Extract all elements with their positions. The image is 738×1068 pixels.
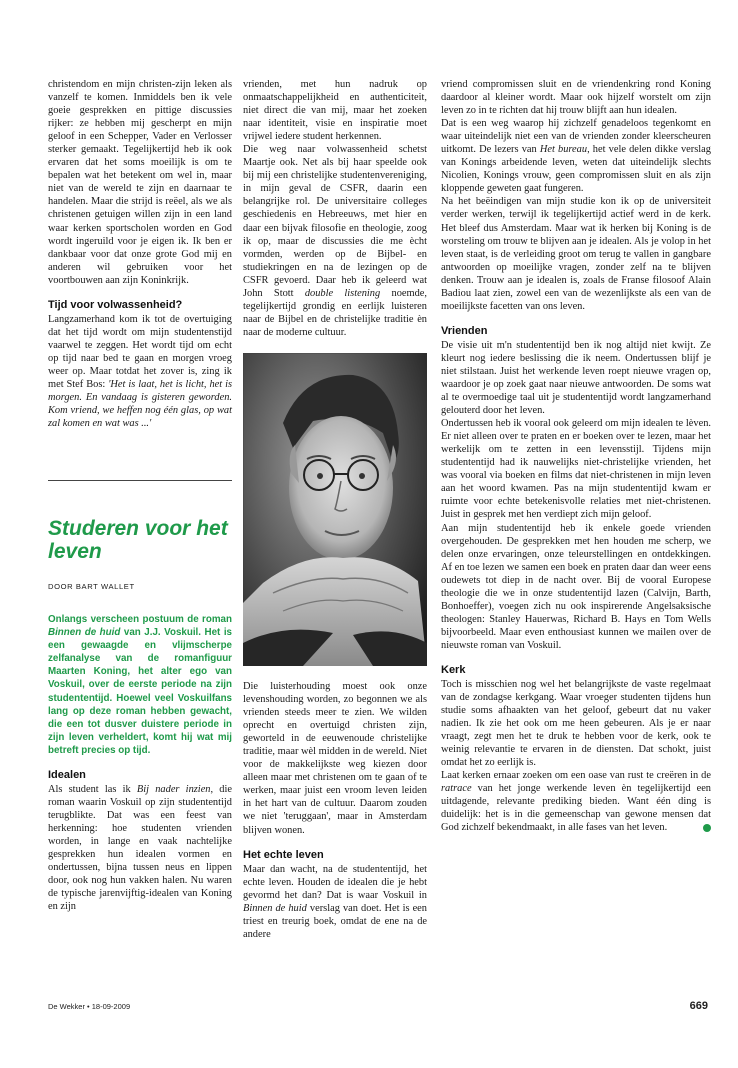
article-title: Studeren voor het leven	[48, 517, 228, 564]
intro-paragraph	[48, 613, 232, 757]
author-photo	[243, 353, 427, 666]
text: Dat is een weg waarop hij zichzelf genadeloos tegenkomt en waar uiteindelijk niet een van de vrienden zonder kleerscheuren uitkomt. De lezers van	[441, 118, 711, 156]
paragraph: Die luisterhouding moest ook onze levenshouding worden, zo begonnen we als vrienden steeds meer te zien. We wilden oprecht en overtuigd christen zijn, geworteld in de eeuwenoude christelijke traditie, maar wèl midden in de wereld. Niet voor de makkelijkste weg kiezen door alleen maar met christenen om te gaan of te werken, maar juist een vroom leven leiden in het hart van de cultuur. Daarom zouden we niet 'teruggaan', maar in Amsterdam blijven wonen.	[243, 680, 427, 836]
end-mark-icon	[703, 824, 711, 832]
paragraph	[243, 143, 427, 339]
column-2	[243, 78, 427, 941]
text: van het jonge werkende leven èn tegelijkertijd een uitdagende, relevante prediking bieden. Want één ding is duidelijk: het is in die gemeenschap van gewone mensen dat God zichzelf bekendmaakt, in alle fases van het leven.	[441, 783, 711, 834]
paragraph: Ondertussen heb ik vooral ook geleerd om mijn idealen te lèven. Er niet alleen over te praten en er boeken over te lezen, maar het werkelijk om te zetten in een levensstijl. Tijdens mijn studententijd had ik nauwelijks niet-christelijke vrienden, het was vooral via boeken en films dat niet-christenen in mijn leven aan het woord kwamen. Pas na mijn studententijd kwam er ruimte voor echte betekenisvolle relaties met niet-christenen. Juist in gesprek met hen verdiept zich mijn geloof.	[441, 418, 711, 521]
subheading-echte-leven: Het echte leven	[243, 848, 324, 861]
text: Die weg naar volwassenheid schetst Maartje ook. Net als bij haar speelde ook bij mij een christelijke studentenvereniging, in mijn geval de CSFR, daarin een belangrijke rol. De universitaire colleges geschiedenis en Hebreeuws, met hier en daar een bijvak filosofie en theologie, zoog ik op, maar de discussies die me ècht vormden, werden op de Bijbel- en studiekringen en na de lezingen op de CSFR gevoerd. Daar heb ik geleerd wat John Stott	[243, 144, 427, 299]
column-1	[48, 78, 232, 913]
paragraph	[243, 863, 427, 941]
subheading-kerk: Kerk	[441, 663, 466, 676]
paragraph: Aan mijn studententijd heb ik enkele goede vrienden overgehouden. De gesprekken met hen houden me scherp, we delen onze ervaringen, onze teleurstellingen en ontdekkingen. Af en toe lezen we samen een boek en praten daar dan weer eens oudewets tot diep in de nacht over. Bij de vooral Europese theologie die we in onze studententijd lazen (Calvijn, Barth, Bonhoeffer), voegen zich nu ook inspirerende Angelsaksische theologen: Stanley Hauerwas, Richard B. Hays en Tom Wells bijvoorbeeld. Maar even enthousiast kunnen we mailen over de nieuwste roman van Voskuil.	[441, 522, 711, 651]
term: ratrace	[441, 783, 472, 795]
text: , die roman waarin Voskuil op zijn studententijd terugblikte. Dat was een feest van herkenning: hoe studenten vrienden worden, in lange en vaak nachtelijke gesprekken hun idealen vormen en ondertussen, bijna tussen neus en lippen door, ook nog hun vakken halen. Nu waren de typische jarenvijftig-idealen van Koning en zijn	[48, 783, 232, 913]
paragraph: vriend compromissen sluit en de vriendenkring rond Koning daardoor al kleiner wordt. Maar ook hijzelf worstelt om zijn leven zo in te richten dat hij trouw blijft aan hun idealen.	[441, 79, 711, 117]
book-title: Binnen de huid	[48, 627, 121, 639]
text: Als student las ik	[48, 783, 137, 795]
paragraph	[441, 117, 711, 195]
text: van J.J. Voskuil. Het is een gewaagde en vlijmscherpe zelfanalyse van de romanfiguur Maarten Koning, het alter ego van Voskuil, over de eerste periode na zijn studententijd. Hoewel veel Voskuilfans lang op deze roman hebben gewacht, die een tot dusver duistere periode in zijn leven verheldert, komt hij wat mij betreft precies op tijd.	[48, 627, 232, 756]
text: noemde, tegelijkertijd grondig en eerlijk luisteren naar de Bijbel en de christelijke traditie èn naar de moderne cultuur.	[243, 287, 427, 338]
term: double listening	[304, 287, 381, 299]
paragraph: De visie uit m'n studententijd ben ik nog altijd niet kwijt. Ze kleurt nog iedere beslissing die ik neem. Ondertussen blijf je niet stilstaan. Juist het werkende leven roept nieuwe vragen op, waardoor je op zoek gaat naar nieuwe antwoorden. De soms wat al te overmoedige taal uit je studententijd wordt langzamerhand gelouterd door het leven.	[441, 339, 711, 417]
subheading-tijd: Tijd voor volwassenheid?	[48, 298, 183, 311]
footer-publication: De Wekker • 18-09-2009	[48, 1002, 131, 1011]
quote-stef-bos: 'Het is laat, het is licht, het is morgen. En vandaag is gisteren geworden. Kom vriend, we heffen nog één glas, op wat zal komen en wat was ...'	[48, 378, 233, 430]
paragraph: christendom en mijn christen-zijn leken als vanzelf te komen. Inmiddels ben ik vele goeie gesprekken en pittige discussies rijker: ze hebben mij gescherpt en mijn geloof in een Schepper, Vader en Verlosser sterker gemaakt. Tegelijkertijd heb ik ook ervaren dat het soms moeilijk is om te bepalen wat het betekent om wel in, maar niet van de wereld te zijn en daarnaar te handelen. Maar die strijd is reëel, als we als christenen getuigen willen zijn in een land waar kerken sportscholen worden en God wordt ingeruild voor je eigen ik. Ik ben er dankbaar voor dat onze grote God mij en anderen wil gebruiken voor het voortbouwen aan zijn Koninkrijk.	[48, 79, 232, 286]
book-title: Het bureau	[539, 144, 588, 156]
book-title: Binnen de huid	[243, 902, 307, 914]
paragraph: Toch is misschien nog wel het belangrijkste de vaste regelmaat van de zondagse kerkgang. Waar vroeger studenten tijdens hun studie soms afhaakten van het geloof, gebeurt dat nu vaker nadien. Ik zie het ook om me heen gebeuren. Als je er naar vraagt, zegt men het te druk te hebben voor de kerk, ook te weinig relevantie te ervaren in de diensten. Dat schokt, juist omdat het zo eerlijk is.	[441, 678, 711, 769]
column-3	[441, 78, 711, 835]
paragraph	[48, 313, 232, 430]
text: Onlangs verscheen postuum de roman	[48, 614, 232, 626]
book-title: Bij nader inzien	[136, 783, 211, 795]
section-divider	[48, 480, 232, 481]
paragraph: Na het beëindigen van mijn studie kon ik op de universiteit verder werken, terwijl ik tegelijkertijd actief werd in de kerk. Het bleef dus Amsterdam. Maar wat ik herken bij Koning is de worsteling om trouw te blijven aan je idealen. Als je volop in het leven staat, is de verleiding groot om terug te vallen in gangbare antwoorden op moeilijke vragen, zonder zelf na te blijven denken. Trouw aan je idealen is, zoals de Franse filosoof Alain Badiou laat zien, zowel een van de wezenlijkste als een van de moeilijkste facetten van ons leven.	[441, 196, 711, 312]
paragraph	[48, 783, 232, 913]
byline: DOOR BART WALLET	[48, 582, 135, 592]
paragraph: vrienden, met hun nadruk op onmaatschappelijkheid en authenticiteit, niet direct die van mij, maar het zoeken naar identiteit, visie en inspiratie moet vrijwel iedere student herkennen.	[243, 79, 427, 143]
text: verslag van doet. Het is een triest en treurig boek, omdat de ene na de andere	[243, 902, 427, 940]
text: Maar dan wacht, na de studententijd, het echte leven. Houden de idealen die je hebt gevormd het dan? Dat is waar Voskuil in	[243, 863, 427, 901]
page-number: 669	[689, 1000, 708, 1012]
text: Laat kerken ernaar zoeken om een oase van rust te creëren in de	[441, 770, 711, 782]
paragraph	[441, 769, 711, 834]
text: Langzamerhand kom ik tot de overtuiging dat het tijd wordt om mijn studentenstijd vaarwel te zeggen. Het wordt tijd om echt op tijd naar bed te gaan en morgen vroeg weer op. Maar totdat het zover is, zing ik met Stef Bos:	[48, 313, 232, 390]
subheading-vrienden: Vrienden	[441, 324, 488, 337]
text: , het vele delen dikke verslag van Konings arbeidende leven, weten dat uiteindelijk slechts Nicolien, Konings vrouw, geen compromissen sluit en als zijn kloppende geweten gaat fungeren.	[441, 144, 711, 195]
subheading-idealen: Idealen	[48, 768, 86, 781]
